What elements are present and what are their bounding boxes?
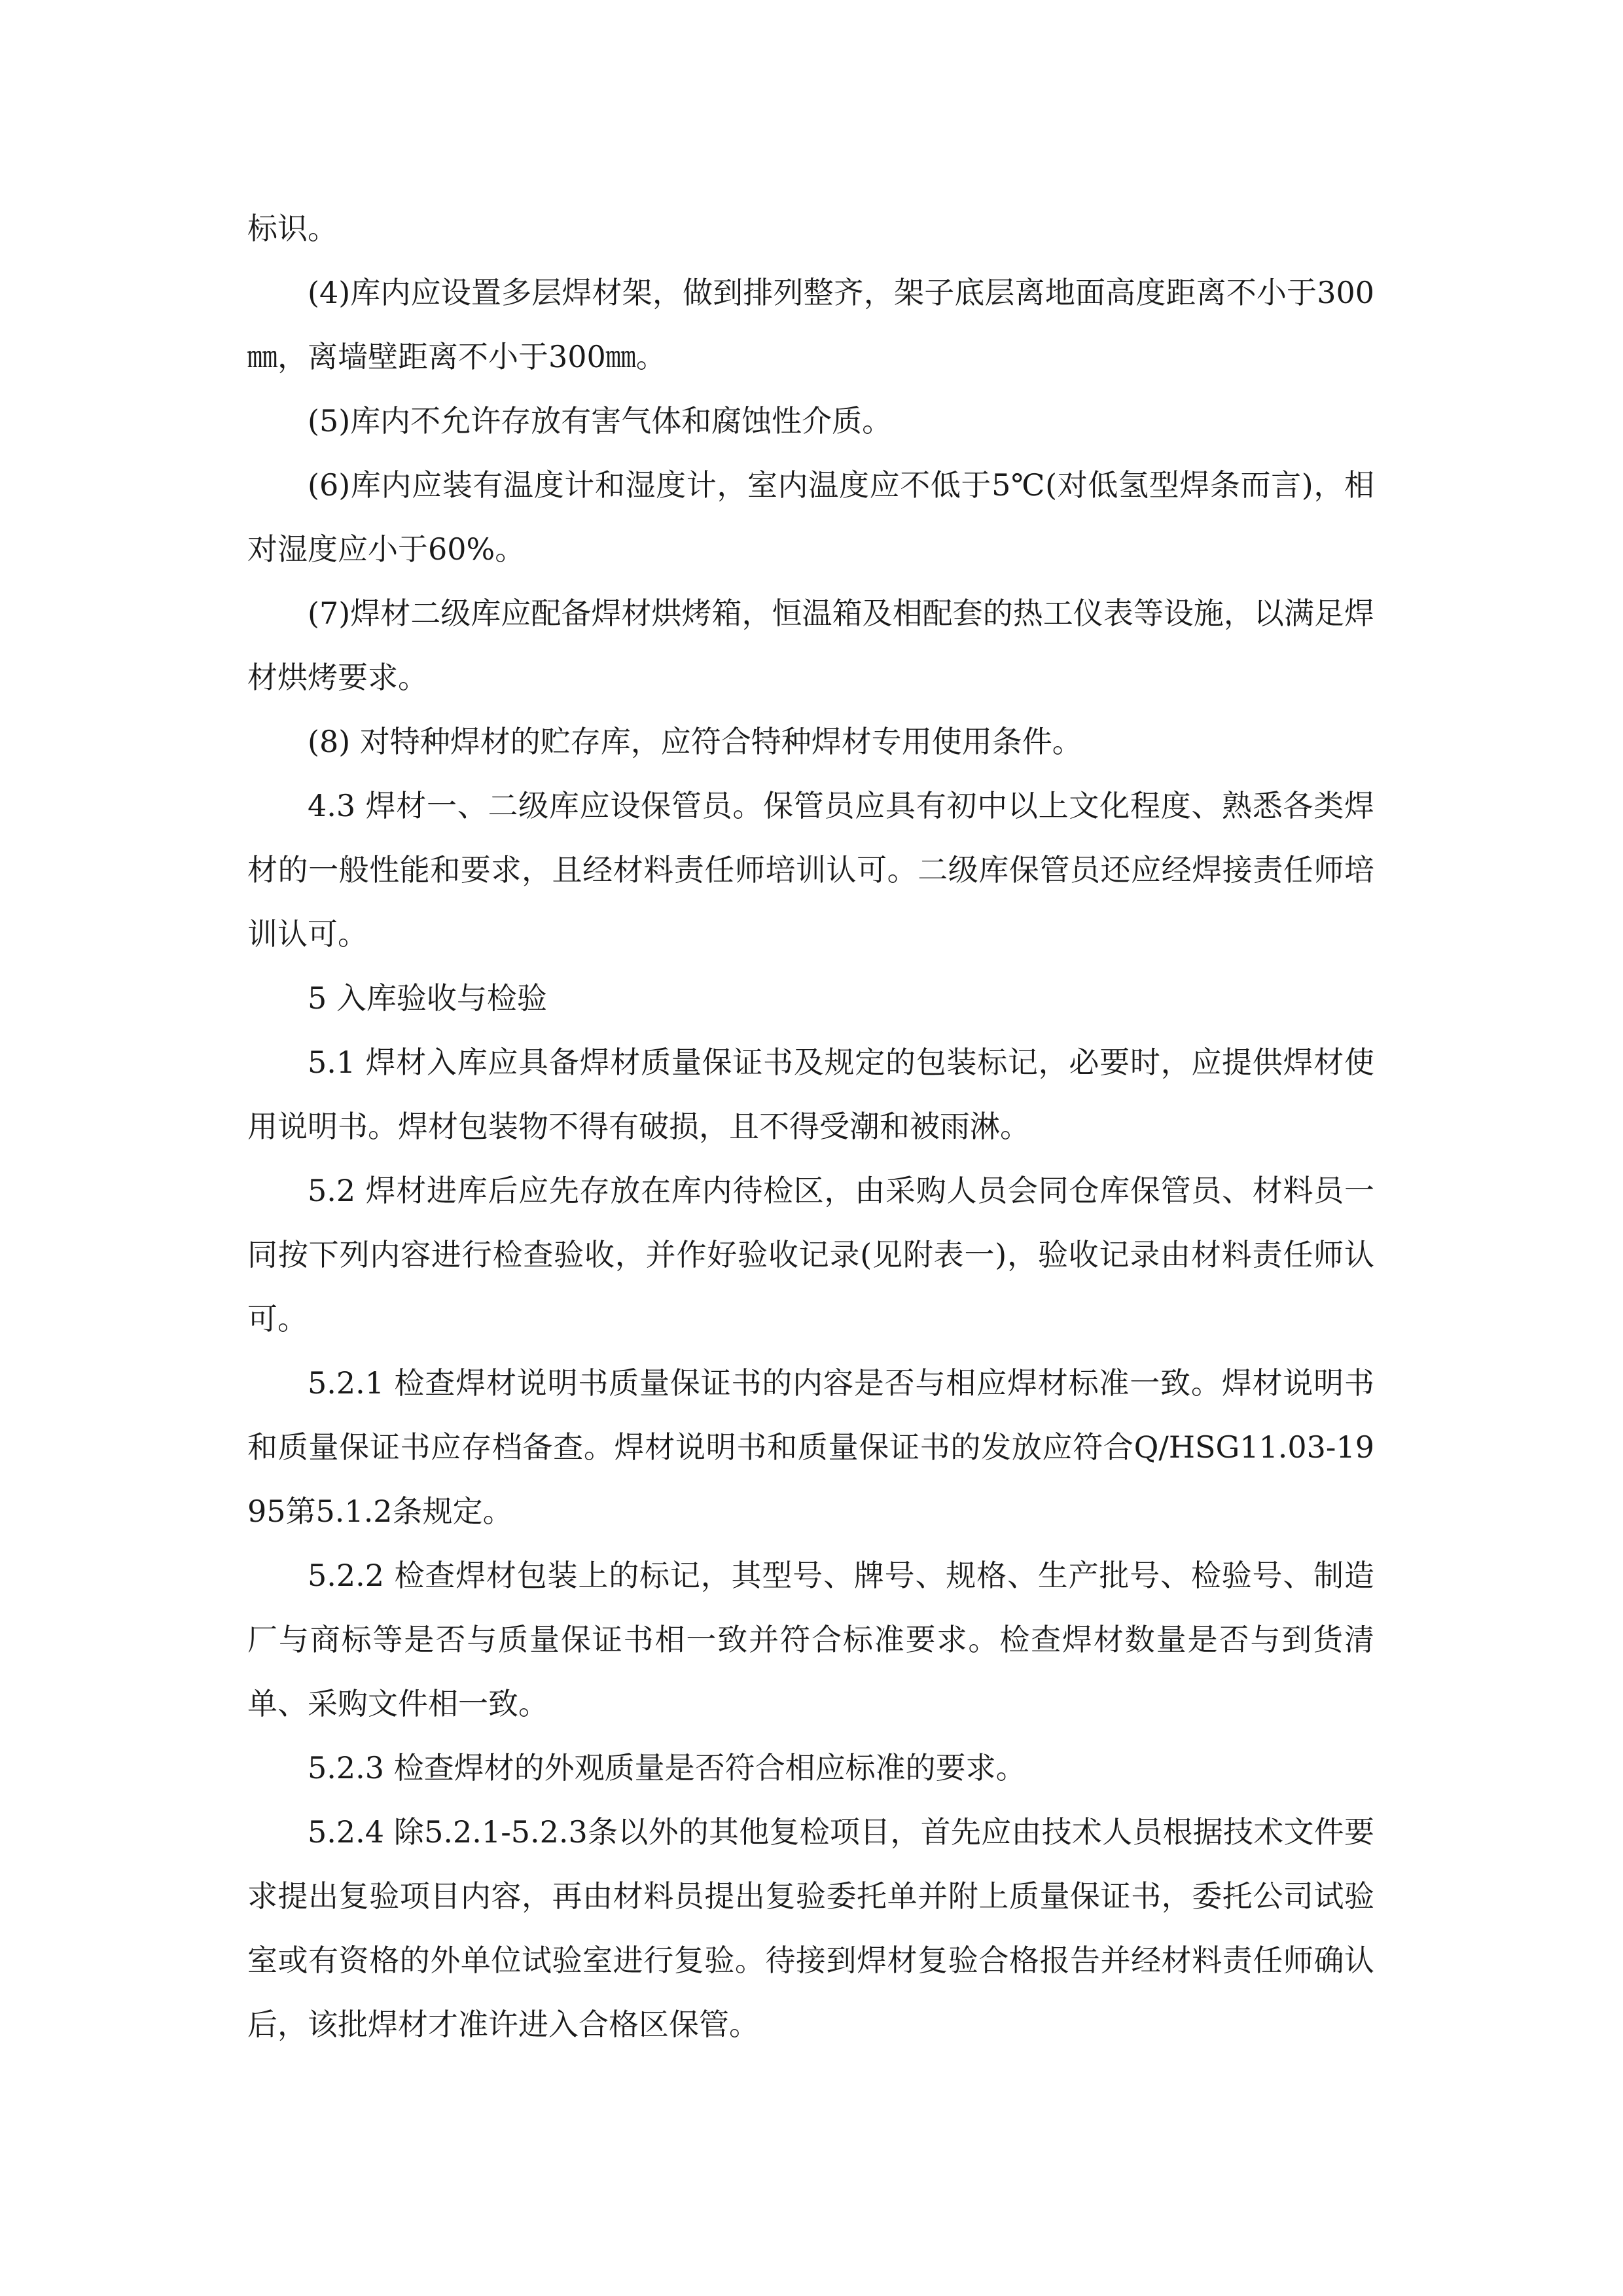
paragraph-item-4-shelving: (4)库内应设置多层焊材架，做到排列整齐，架子底层离地面高度距离不小于300㎜，离墙壁距离不小于300㎜。 — [247, 275, 1374, 374]
paragraph-item-6-thermometer: (6)库内应装有温度计和湿度计，室内温度应不低于5℃(对低氢型焊条而言)，相对湿度应小于60%。 — [247, 467, 1374, 567]
paragraph-5-2: 5.2 焊材进库后应先存放在库内待检区，由采购人员会同仓库保管员、材料员一同按下列内容进行检查验收，并作好验收记录(见附表一)，验收记录由材料责任师认可。 — [247, 1173, 1374, 1336]
paragraph-5-2-2: 5.2.2 检查焊材包装上的标记，其型号、牌号、规格、生产批号、检验号、制造厂与商标等是否与质量保证书相一致并符合标准要求。检查焊材数量是否与到货清单、采购文件相一致。 — [247, 1558, 1374, 1721]
section-heading-5: 5 入库验收与检验 — [308, 980, 547, 1016]
paragraph-5-2-1: 5.2.1 检查焊材说明书质量保证书的内容是否与相应焊材标准一致。焊材说明书和质量保证书应存档备查。焊材说明书和质量保证书的发放应符合Q/HSG11.03-1995第5.1.2条规定。 — [247, 1365, 1374, 1529]
paragraph-4-3-keeper: 4.3 焊材一、二级库应设保管员。保管员应具有初中以上文化程度、熟悉各类焊材的一般性能和要求，且经材料责任师培训认可。二级库保管员还应经焊接责任师培训认可。 — [247, 788, 1374, 952]
paragraph-5-2-3: 5.2.3 检查焊材的外观质量是否符合相应标准的要求。 — [308, 1750, 1026, 1785]
paragraph-continuation: 标识。 — [247, 211, 338, 246]
paragraph-item-7-oven: (7)焊材二级库应配备焊材烘烤箱，恒温箱及相配套的热工仪表等设施，以满足焊材烘烤要求。 — [247, 596, 1374, 695]
paragraph-5-2-4: 5.2.4 除5.2.1-5.2.3条以外的其他复检项目，首先应由技术人员根据技术文件要求提出复验项目内容，再由材料员提出复验委托单并附上质量保证书，委托公司试验室或有资格的外单位试验室进行复验。待接到焊材复验合格报告并经材料责任师确认后，该批焊材才准许进入合格区保管。 — [247, 1814, 1374, 2042]
paragraph-item-5-no-hazards: (5)库内不允许存放有害气体和腐蚀性介质。 — [308, 403, 893, 439]
paragraph-5-1: 5.1 焊材入库应具备焊材质量保证书及规定的包装标记，必要时，应提供焊材使用说明书。焊材包装物不得有破损，且不得受潮和被雨淋。 — [247, 1045, 1374, 1144]
document-body — [247, 196, 1374, 2056]
paragraph-item-8-special-storage: (8) 对特种焊材的贮存库，应符合特种焊材专用使用条件。 — [308, 724, 1082, 759]
